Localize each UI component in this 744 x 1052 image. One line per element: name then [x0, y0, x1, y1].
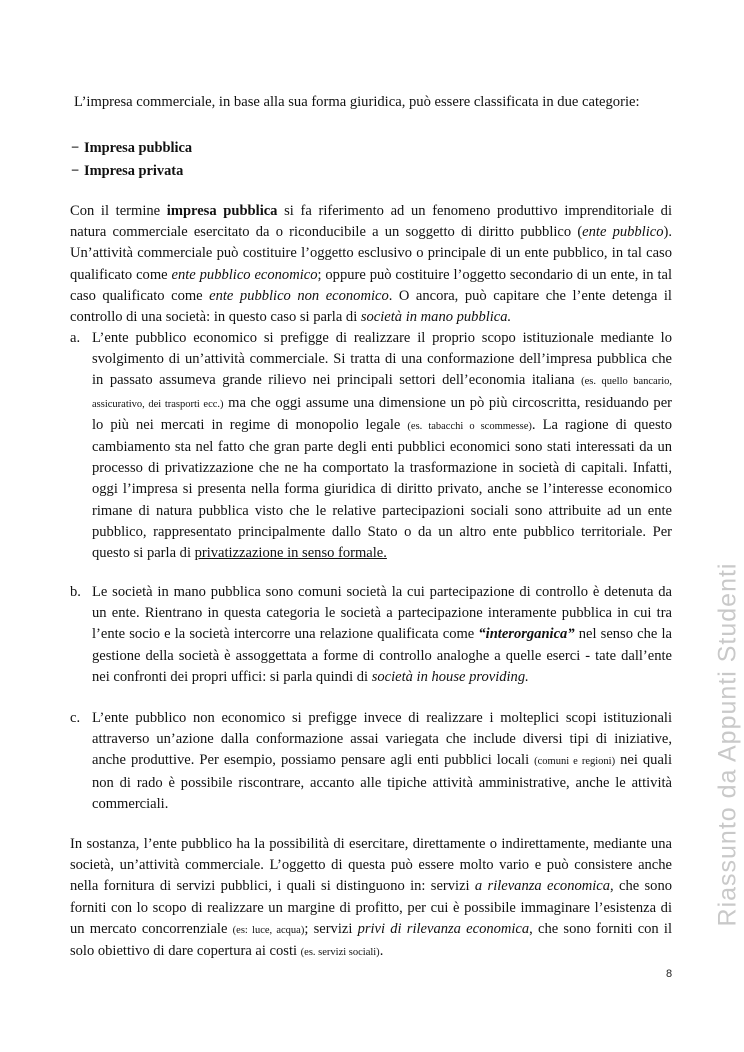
intro-sentence: L’impresa commerciale, in base alla sua forma giuridica, può essere classificata in due categorie: [74, 94, 640, 110]
list-item-body: L’ente pubblico non economico si prefigge invece di realizzare i molteplici scopi istituzionali attraverso un’azione dalla conformazione assai variegata che include diversi tipi di iniziative, anche produttive. Per esempio, possiamo pensare agli enti pubblici locali (comuni e regioni) nei quali non di rado è possibile riscontrare, accanto alle tipiche attività amministrative, anche le attività commerciali. [92, 710, 672, 812]
page-number: 8 [666, 968, 673, 980]
list-item-body: L’ente pubblico economico si prefigge di realizzare il proprio scopo istituzionale mediante lo svolgimento di un’attività commerciale. Si tratta di una conformazione dell’impresa pubblica che in passato assumeva grande rilievo nei principali settori dell’economia italiana (es. quello bancario, assicurativo, dei trasporti ecc.) ma che oggi assume una dimensione un pò più circoscritta, residuando per lo più nei mercati in regime di monopolio legale (es. tabacchi o scommesse). La ragione di questo cambiamento sta nel fatto che gran parte degli enti pubblici economici sono stati interessati da un processo di privatizzazione che ne ha comportato la trasformazione in società di capitali. Infatti, oggi l’impresa si presenta nella forma giuridica di diritto privato, anche se l’interesse economico rimane di natura pubblica visto che le relative partecipazioni sociali sono attribuite ad un ente pubblico, rappresentato principalmente dallo Stato o da un altro ente pubblico territoriale. Per questo si parla di privatizzazione in senso formale. [92, 330, 673, 562]
list-item-c [70, 708, 672, 815]
type-public: Impresa pubblica [84, 140, 193, 156]
list-item-b [70, 582, 672, 688]
paragraph-definition: Con il termine impresa pubblica si fa riferimento ad un fenomeno produttivo imprenditoriale di natura commerciale esercitato da o riconducibile a un soggetto di diritto pubblico (ente pubblico). Un’attività commerciale può costituire l’oggetto esclusivo o principale di un ente pubblico, in tal caso qualificato come ente pubblico economico; oppure può costituire l’oggetto secondario di un ente, in tal caso qualificato come ente pubblico non economico. O ancora, può capitare che l’ente detenga il controllo di una società: in questo caso si parla di società in mano pubblica. [70, 203, 672, 326]
enterprise-types-list [71, 137, 192, 182]
underlined-term: privatizzazione in senso formale. [194, 545, 387, 562]
list-marker: c. [70, 710, 81, 726]
list-item: − Impresa privata [71, 162, 184, 179]
type-private: Impresa privata [84, 162, 184, 179]
list-item: − Impresa pubblica [71, 140, 193, 156]
list-marker: a. [70, 330, 81, 346]
list-item-a [70, 328, 672, 564]
term-impresa-pubblica: impresa pubblica [166, 203, 278, 219]
watermark: Riassunto da Appunti Studenti [713, 562, 742, 927]
list-marker: b. [70, 584, 81, 600]
paragraph-summary: In sostanza, l’ente pubblico ha la possibilità di esercitare, direttamente o indirettamente, mediante una società, un’attività commerciale. L’oggetto di questa può essere molto vario e può consistere anche nella fornitura di servizi pubblici, i quali si distinguono in: servizi a rilevanza economica, che sono forniti con lo scopo di realizzare un margine di profitto, per cui è possibile immaginare l’esistenza di un mercato concorrenziale (es: luce, acqua); servizi privi di rilevanza economica, che sono forniti con il solo obiettivo di dare copertura ai costi (es. servizi sociali). [70, 836, 673, 960]
list-item-body: Le società in mano pubblica sono comuni società la cui partecipazione di controllo è detenuta da un ente. Rientrano in questa categoria le società a partecipazione interamente pubblica in cui tra l’ente socio e la società intercorre una relazione qualificata come “interorganica” nel senso che la gestione della società è assoggettata a forme di controllo analoghe a quelle eserci - tate dall’ente nei confronti dei propri uffici: si parla quindi di società in house providing. [92, 584, 672, 685]
